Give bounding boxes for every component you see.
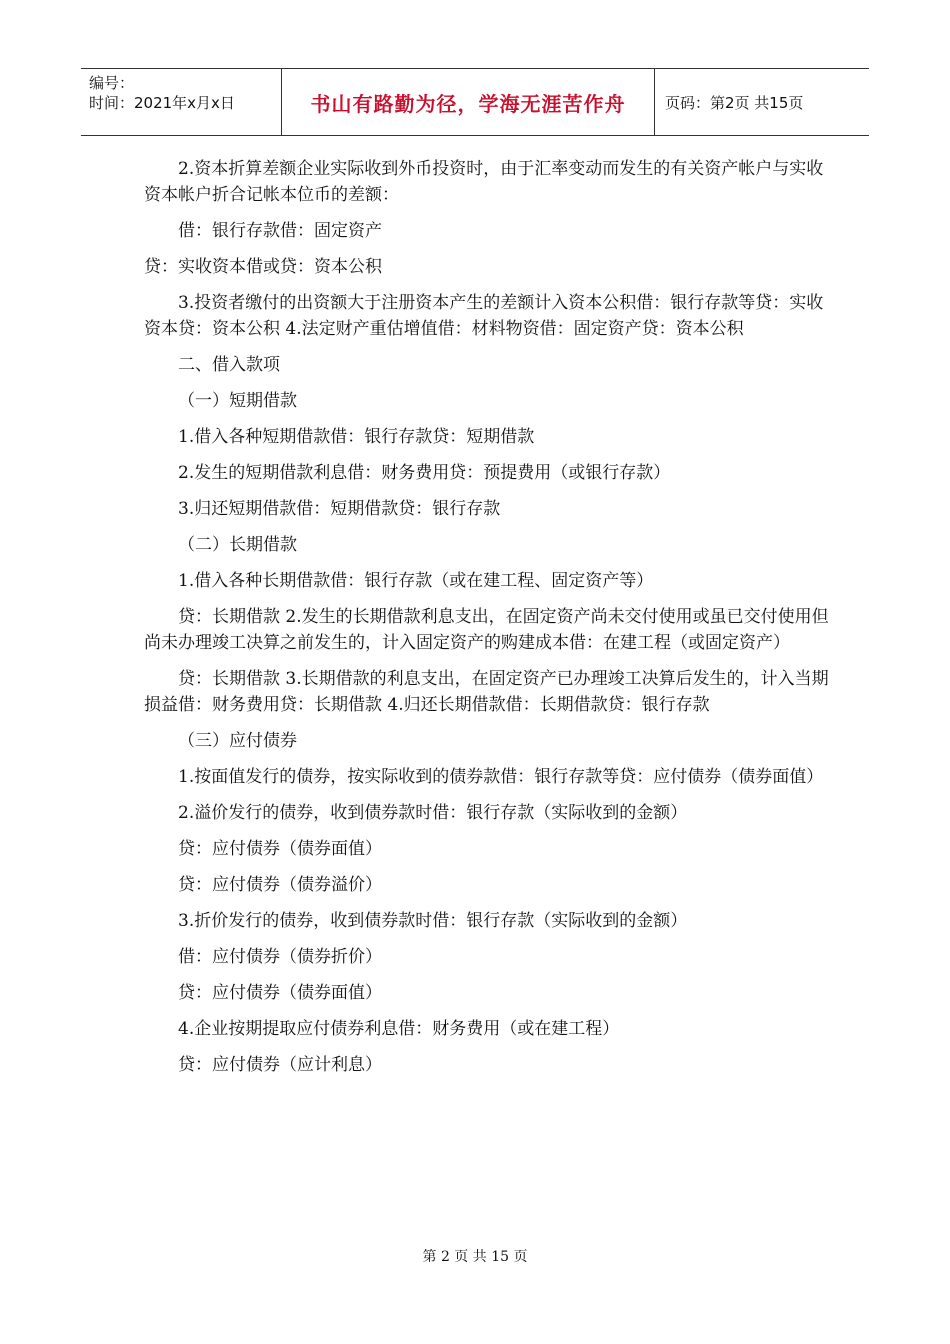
body-paragraph: 4.企业按期提取应付债券利息借：财务费用（或在建工程） — [178, 1019, 620, 1039]
document-date: 时间：2021年x月x日 — [89, 94, 235, 112]
document-body — [144, 156, 838, 1088]
body-paragraph: 借：银行存款借：固定资产 — [178, 221, 382, 241]
body-paragraph: 3.归还短期借款借：短期借款贷：银行存款 — [178, 499, 501, 519]
body-paragraph: 贷：应付债券（债券面值） — [178, 983, 382, 1003]
body-paragraph: 贷：应付债券（债券溢价） — [178, 875, 382, 895]
body-paragraph: （三）应付债券 — [178, 731, 297, 751]
body-paragraph: 1.借入各种长期借款借：银行存款（或在建工程、固定资产等） — [178, 571, 654, 591]
body-paragraph: 3.投资者缴付的出资额大于注册资本产生的差额计入资本公积借：银行存款等贷：实收资本贷：资本公积 4.法定财产重估增值借：材料物资借：固定资产贷：资本公积 — [144, 293, 824, 339]
body-paragraph: 贷：长期借款 3.长期借款的利息支出，在固定资产已办理竣工决算后发生的，计入当期损益借：财务费用贷：长期借款 4.归还长期借款借：长期借款贷：银行存款 — [144, 669, 829, 715]
footer-page-number: 第 2 页 共 15 页 — [422, 1249, 528, 1265]
body-paragraph: 贷：长期借款 2.发生的长期借款利息支出，在固定资产尚未交付使用或虽已交付使用但尚未办理竣工决算之前发生的，计入固定资产的购建成本借：在建工程（或固定资产） — [144, 607, 829, 653]
body-paragraph: 2.资本折算差额企业实际收到外币投资时，由于汇率变动而发生的有关资产帐户与实收资本帐户折合记帐本位币的差额： — [144, 159, 824, 205]
body-paragraph: 2.发生的短期借款利息借：财务费用贷：预提费用（或银行存款） — [178, 463, 671, 483]
header-motto: 书山有路勤为径，学海无涯苦作舟 — [310, 91, 626, 116]
body-paragraph: 二、借入款项 — [178, 355, 280, 375]
document-number-label: 编号： — [89, 74, 135, 92]
page-footer — [0, 1246, 950, 1266]
body-paragraph: 贷：实收资本借或贷：资本公积 — [144, 257, 382, 277]
body-paragraph: 贷：应付债券（应计利息） — [178, 1055, 382, 1075]
header-page-info-cell — [655, 69, 869, 135]
body-paragraph: 2.溢价发行的债券，收到债券款时借：银行存款（实际收到的金额） — [178, 803, 688, 823]
body-paragraph: 3.折价发行的债券，收到债券款时借：银行存款（实际收到的金额） — [178, 911, 688, 931]
header-meta — [81, 69, 282, 135]
body-paragraph: （二）长期借款 — [178, 535, 297, 555]
body-paragraph: 贷：应付债券（债券面值） — [178, 839, 382, 859]
header-motto-cell — [282, 69, 655, 135]
body-paragraph: 1.按面值发行的债券，按实际收到的债券款借：银行存款等贷：应付债券（债券面值） — [178, 767, 824, 787]
page-header — [81, 68, 869, 136]
body-paragraph: （一）短期借款 — [178, 391, 297, 411]
body-paragraph: 借：应付债券（债券折价） — [178, 947, 382, 967]
header-page-info: 页码：第2页 共15页 — [665, 93, 804, 112]
body-paragraph: 1.借入各种短期借款借：银行存款贷：短期借款 — [178, 427, 535, 447]
